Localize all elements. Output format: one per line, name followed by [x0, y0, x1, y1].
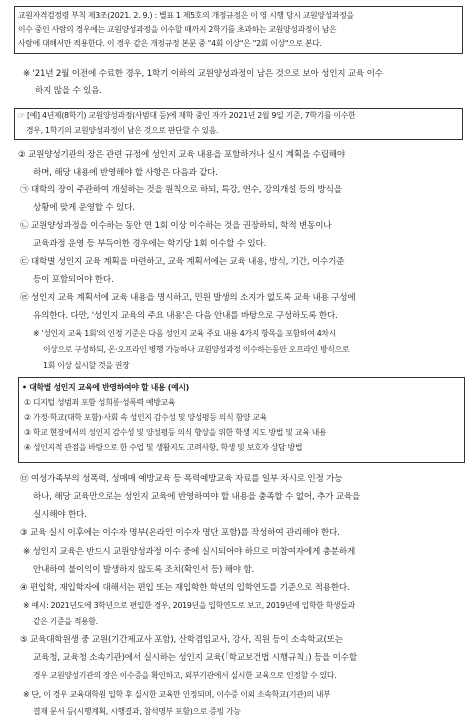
section-3: ③ 교육 실시 이후에는 이수자 명부(온라인 이수자 명단 포함)를 작성하여 관리해야 한다. — [20, 528, 340, 538]
section-2-heading: ② 교원양성기관의 장은 관련 규정에 성인지 교육 내용을 포함하거나 실시 계획을 수립해야 — [18, 150, 346, 160]
item-c: ㉢ 대학별 성인지 교육 계획을 마련하고, 교육 계획서에는 교육 내용, 방식, 기간, 이수기준 — [20, 257, 345, 267]
section-3-note: ※ 성인지 교육은 반드시 교원양성과정 이수 중에 실시되어야 하므로 미참여자에게 충분하게 — [23, 547, 356, 557]
section-5-note: ※ 단, 이 경우 교육대학원 입학 후 실시한 교육만 인정되며, 이수증 이외 소속학교(기관)의 내부 — [23, 690, 331, 699]
content-item: ① 디지털 성범죄 포함 성희롱·성폭력 예방교육 — [24, 398, 176, 407]
decree-line: 사람에 대해서만 적용한다. 이 경우 같은 개정규정 본문 중 "4회 이상"은 "2회 이상"으로 본다. — [18, 39, 322, 48]
note-line: ※ '21년 2월 이전에 수료한 경우, 1학기 이하의 교원양성과정이 남은 것으로 보아 성인지 교육 이수 — [23, 69, 383, 79]
section-4: ④ 편입학, 재입학자에 대해서는 편입 또는 재입학한 학년의 입학연도를 기준으로 적용한다. — [20, 583, 350, 593]
section-4-example: ※ 예시: 2021년도에 3학년으로 편입한 경우, 2019년을 입학연도로 보고, 2019년에 입학한 학생들과 — [23, 601, 355, 610]
item-b: ㉡ 교원양성과정을 이수하는 동안 연 1회 이상 이수하는 것을 권장하되, 학적 변동이나 — [20, 221, 332, 231]
section-5-note-cont: 결재 문서 등(시행계획, 시행결과, 참석명부 포함)으로 증빙 가능 — [33, 707, 241, 716]
decree-line: 이수 중인 사람의 경우에는 교원양성과정을 이수할 때까지 2학기를 초과하는 교원양성과정이 남은 — [18, 25, 337, 34]
item-e-cont: 하나, 해당 교육만으로는 성인지 교육에 반영하여야 할 내용을 충족할 수 없어, 추가 교육을 — [33, 492, 361, 502]
item-a-cont: 상황에 맞게 운영할 수 있다. — [33, 203, 135, 213]
note-line: 하지 않을 수 있음. — [35, 86, 102, 96]
item-d-cont: 유의한다. 다만, '성인지 교육의 주요 내용'은 다음 안내를 바탕으로 구성하도록 한다. — [33, 311, 338, 321]
item-e: ㉤ 여성가족부의 성폭력, 성매매 예방교육 등 폭력예방교육 자료를 일부 차시로 인정 가능 — [20, 474, 343, 484]
criteria-note: ※ '성인지 교육 1회'의 인정 기준은 다음 성인지 교육 주요 내용 4가지 항목을 포함하여 4차시 — [33, 329, 336, 338]
content-item: ④ 성인지적 관점을 바탕으로 한 수업 및 생활지도 고려사항, 학생 및 보호자 상담 방법 — [24, 443, 303, 452]
content-item: ② 가정·학교(대학 포함)·사회 속 성인지 감수성 및 양성평등 의식 함양 교육 — [24, 413, 267, 422]
section-5: ⑤ 교육대학원생 중 교원(기간제교사 포함), 산학겸임교사, 강사, 직원 등이 소속학교(또는 — [20, 635, 343, 645]
item-b-cont: 교육과정 운영 등 부득이한 경우에는 학기당 1회 이수할 수 있다. — [33, 239, 267, 249]
criteria-note-cont: 이상으로 구성하되, 온·오프라인 병행 가능하나 교원양성과정 이수하는동안 오프라인 방식으로 — [43, 345, 350, 354]
section-3-note-cont: 안내하여 불이익이 발생하지 않도록 조치(확인서 등) 해야 함. — [33, 565, 254, 575]
content-item: ③ 학교 현장에서의 성인지 감수성 및 양성평등 의식 향상을 위한 학생 지도 방법 및 교육 내용 — [24, 428, 327, 437]
example-line: ☞ [예] 4년제(8학기) 교원양성과정(사범대 등)에 재학 중인 자가 2021년 2월 9일 기준, 7학기를 이수한 — [18, 111, 356, 120]
item-c-cont: 등이 포함되어야 한다. — [33, 275, 114, 285]
example-line: 경우, 1학기의 교원양성과정이 남은 것으로 판단할 수 있음. — [26, 126, 219, 135]
section-2-line: 하며, 해당 내용에 반영해야 할 사항은 다음과 같다. — [33, 168, 218, 178]
content-box-title: • 대학별 성인지 교육에 반영하여야 할 내용 (예시) — [22, 383, 189, 392]
decree-line: 교원자격검정령 부칙 제3조(2021. 2. 9.) : 별표 1 제5호의 개정규정은 이 영 시행 당시 교원양성과정을 — [18, 11, 354, 20]
criteria-note-cont: 1회 이상 실시할 것을 권장 — [43, 361, 130, 370]
section-5-cont: 경우 교원양성기관의 장은 이수증을 확인하고, 외부기관에서 실시한 교육으로 인정할 수 있다. — [33, 671, 337, 680]
item-e-cont: 실시해야 한다. — [33, 510, 87, 520]
item-a: ㉠ 대학의 장이 주관하여 개설하는 것을 원칙으로 하되, 특강, 연수, 강의개설 등의 방식을 — [20, 185, 342, 195]
section-5-cont: 교육청, 교육청 소속기관)에서 실시하는 성인지 교육(「학교보건법 시행규칙」) 등을 이수할 — [33, 653, 357, 663]
item-d: ㉣ 성인지 교육 계획서에 교육 내용을 명시하고, 민원 발생의 소지가 없도록 교육 내용 구성에 — [20, 293, 356, 303]
section-4-example-cont: 같은 기준을 적용함. — [33, 617, 98, 626]
